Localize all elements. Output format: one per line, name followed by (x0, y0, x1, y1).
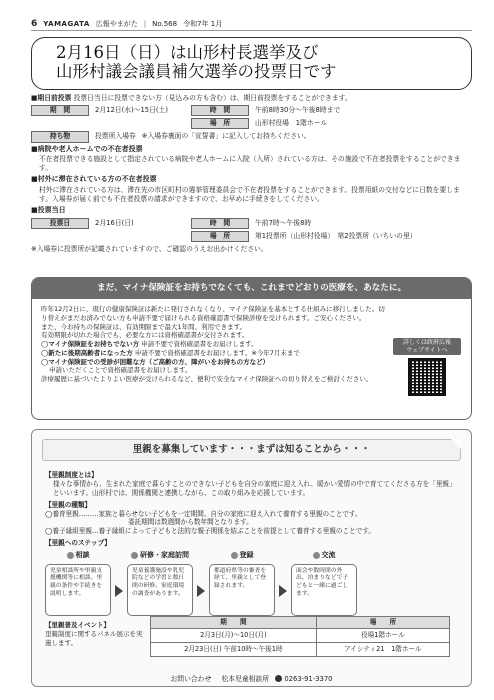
table-header-row (151, 617, 450, 629)
insurance-para4: 診療履歴に基づいたよりよい医療が受けられるなど、便利で安全なマイナ保険証への切り替えをご検討ください。 (41, 375, 373, 384)
early-vote-heading: ■期日前投票 (31, 93, 72, 102)
election-day-heading: ■投票当日 (31, 206, 66, 215)
step-consult (45, 551, 111, 615)
insurance-case2-head: ◯新たに後期高齢者になった方 (41, 348, 133, 357)
foster-section (31, 429, 472, 687)
issue-date: 令和7年 1月 (183, 19, 223, 28)
election-title-line2: 山形村議会議員補欠選挙の投票日です (56, 61, 337, 81)
table-cell-place: アイシティ21 1階ホール (316, 642, 449, 656)
table-cell-period: 2月3日(月)～10日(月) (151, 628, 317, 642)
qr-code-icon[interactable] (408, 358, 446, 396)
register-icon (231, 552, 238, 559)
outside-vote-heading: ■村外に滞在されている方の不在者投票 (31, 175, 157, 184)
period-label: 期 間 (31, 105, 89, 116)
step-register (209, 551, 275, 615)
election-title-line1: 2月16日（日）は山形村長選挙及び (56, 43, 319, 62)
election-day-value: 2月16日(日) (95, 218, 134, 227)
qr-caption (393, 338, 461, 355)
table-header-period: 期 間 (151, 617, 317, 629)
early-vote-place-row (31, 118, 472, 129)
step-title: 登録 (239, 551, 254, 560)
page-header (31, 19, 472, 31)
election-title-box (31, 37, 472, 90)
step-title: 研修・家庭訪問 (140, 551, 189, 560)
arrow-right-icon (279, 585, 287, 597)
insurance-para3: 有効期限が切れた場合でも、必要な方には資格確認書が交付されます。 (41, 331, 249, 340)
table-header-place: 場 所 (316, 617, 449, 629)
brand-name: YAMAGATA (43, 19, 90, 28)
step-exchange (291, 551, 357, 615)
insurance-body (41, 305, 387, 384)
step-training (127, 551, 193, 615)
election-footer-note: ※入場券に投票所が記載されていますので、ご確認のうえお出かけください。 (31, 244, 268, 253)
contact-label: お問い合わせ (170, 675, 212, 683)
insurance-para1: 昨年12月2日に、現行の健康保険証は新たに発行されなくなり、マイナ保険証を基本とする仕組みに移行しました。切り替えがまだお済みでない方も申請不要で届けられる資格確認書で保険診療を受けられます。ご安心ください。 (41, 305, 385, 322)
arrow-right-icon (115, 585, 123, 597)
contact-phone[interactable]: 0263-91-3370 (284, 675, 333, 683)
phone-icon (275, 675, 282, 682)
place-label: 場 所 (191, 118, 249, 129)
training-icon (131, 552, 138, 559)
time-label: 時 間 (191, 105, 249, 116)
exchange-icon (313, 552, 320, 559)
qr-caption-line2: ウェブサイトへ (406, 346, 448, 354)
foster-event (45, 618, 145, 647)
step-text: 都道府県等の審査を経て、里親として登録されます。 (209, 564, 275, 616)
foster-body (45, 468, 459, 616)
foster-type2: ◯養子縁組里親…養子縁組によって子どもと法的な親子関係を結ぶことを前提として養育する里親のことです。 (45, 527, 375, 536)
step-text: 児童相談所や里親支援機関等に相談。里親の条件や手続きを説明します。 (45, 564, 111, 616)
foster-event-table (150, 616, 450, 657)
foster-type1-continued: 委託期間は数週間から数年間となります。 (128, 518, 253, 527)
insurance-case3-head: ◯マイナ保険証での受診が困難な方（ご高齢の方、障がいをお持ちの方など） (41, 357, 270, 366)
foster-event-heading: 【里親普及イベント】 (45, 621, 110, 629)
election-day-time-label: 時 間 (191, 218, 249, 229)
arrow-right-icon (197, 585, 205, 597)
table-cell-period: 2月23日(日) 午前10時～午後1時 (151, 642, 317, 656)
election-day-row (31, 218, 472, 229)
period-value: 2月12日(水)～15日(土) (95, 106, 169, 115)
insurance-case2-text: 申請不要で資格確認書をお届けします。※今年7月末まで (134, 348, 300, 357)
election-day-place-value: 第1投票所（山形村役場） 第2投票所（いちいの里） (255, 231, 417, 240)
foster-banner: 里親を募集しています・・・まずは知ることから・・・ (42, 439, 461, 461)
table-row (151, 628, 450, 642)
insurance-case1-head: ◯マイナ保険証をお持ちでない方 (41, 340, 140, 349)
items-row (31, 131, 472, 142)
publication-name: 広報やまがた (95, 19, 138, 28)
election-day-place-label: 場 所 (191, 231, 249, 242)
foster-steps (45, 551, 459, 615)
insurance-case2 (41, 349, 387, 358)
qr-block (393, 338, 461, 396)
foster-contact (32, 675, 471, 684)
place-value: 山形村役場 1階ホール (255, 119, 328, 128)
step-title: 相談 (75, 551, 90, 560)
items-value: 投票所入場券 (95, 132, 136, 141)
step-title: 交流 (321, 551, 336, 560)
foster-steps-heading: 【里親へのステップ】 (45, 539, 111, 548)
foster-what-heading: 【里親制度とは】 (45, 471, 98, 479)
consult-icon (67, 552, 74, 559)
election-day-label: 投票日 (31, 218, 89, 229)
items-note: ※入場券裏面の「宣誓書」に記入してお持ちください。 (141, 132, 311, 141)
time-value: 午前8時30分～午後8時まで (255, 106, 341, 115)
early-vote-period-row (31, 105, 472, 116)
foster-types-heading: 【里親の種類】 (45, 500, 92, 509)
early-vote-text: 投票日当日に投票できない方（見込みの方も含む）は、期日前投票をすることができます。 (73, 93, 352, 102)
qr-caption-line1: 詳しくは政府広報 (402, 339, 451, 346)
issue-number: No.568 (152, 19, 178, 28)
foster-type1: ◯養育里親………家族と暮らせない子どもを一定期間、自分の家庭に迎え入れて養育する里親のことです。 (45, 509, 362, 518)
page-number: 6 (31, 19, 38, 30)
step-text: 面会や数時間の外出、泊まりなどで子どもと一緒に過ごします。 (291, 564, 357, 616)
header-divider: | (143, 19, 147, 28)
contact-org: 松本児童相談所 (221, 675, 270, 683)
items-label: 持ち物 (31, 131, 89, 142)
table-cell-place: 役場1階ホール (316, 628, 449, 642)
foster-what-text: 様々な事情から、生まれた家庭で暮らすことのできない子どもを自分の家庭に迎え入れ、暖かい愛情の中で育ててくださる方を「里親」といいます。山形村では、関係機関と連携しながら、この取り組みを応援しています。 (53, 479, 456, 497)
hospital-vote-heading: ■病院や老人ホームでの不在者投票 (31, 144, 143, 153)
insurance-section (31, 277, 472, 420)
insurance-case1 (41, 340, 387, 349)
insurance-banner: まだ、マイナ保険証をお持ちでなくても、これまでどおりの医療を、あなたに。 (32, 278, 471, 299)
election-day-place-row (31, 231, 472, 242)
step-text: 児童養護施設や乳児院などの学習と数日間の研修。家庭環境の調査があります。 (127, 564, 193, 616)
foster-event-text: 里親制度に関するパネル展示を実施します。 (45, 629, 143, 647)
insurance-case3-text: 申請いただくことで資格確認書をお届けします。 (49, 366, 192, 375)
early-vote-intro (31, 94, 472, 103)
hospital-vote-text: 不在者投票できる施設として指定されている病院や老人ホームに入院（入所）されている方は、その施設で不在者投票をすることができます。 (39, 155, 461, 173)
outside-vote-text: 村外に滞在されている方は、滞在先の市区町村の選挙管理委員会で不在者投票をすることができます。投票用紙の交付などに日数を要します。入場券が届く前でも不在者投票の請求ができますので、お早めに手続きをしてください。 (39, 185, 460, 204)
table-row (151, 642, 450, 656)
insurance-case1-text: 申請不要で資格確認書をお届けします。 (141, 340, 258, 349)
insurance-para2: また、今お持ちの保険証は、有効期限まで最大1年間、利用できます。 (41, 322, 247, 331)
election-section (31, 37, 472, 254)
election-day-time-value: 午前7時～午後8時 (255, 218, 312, 227)
